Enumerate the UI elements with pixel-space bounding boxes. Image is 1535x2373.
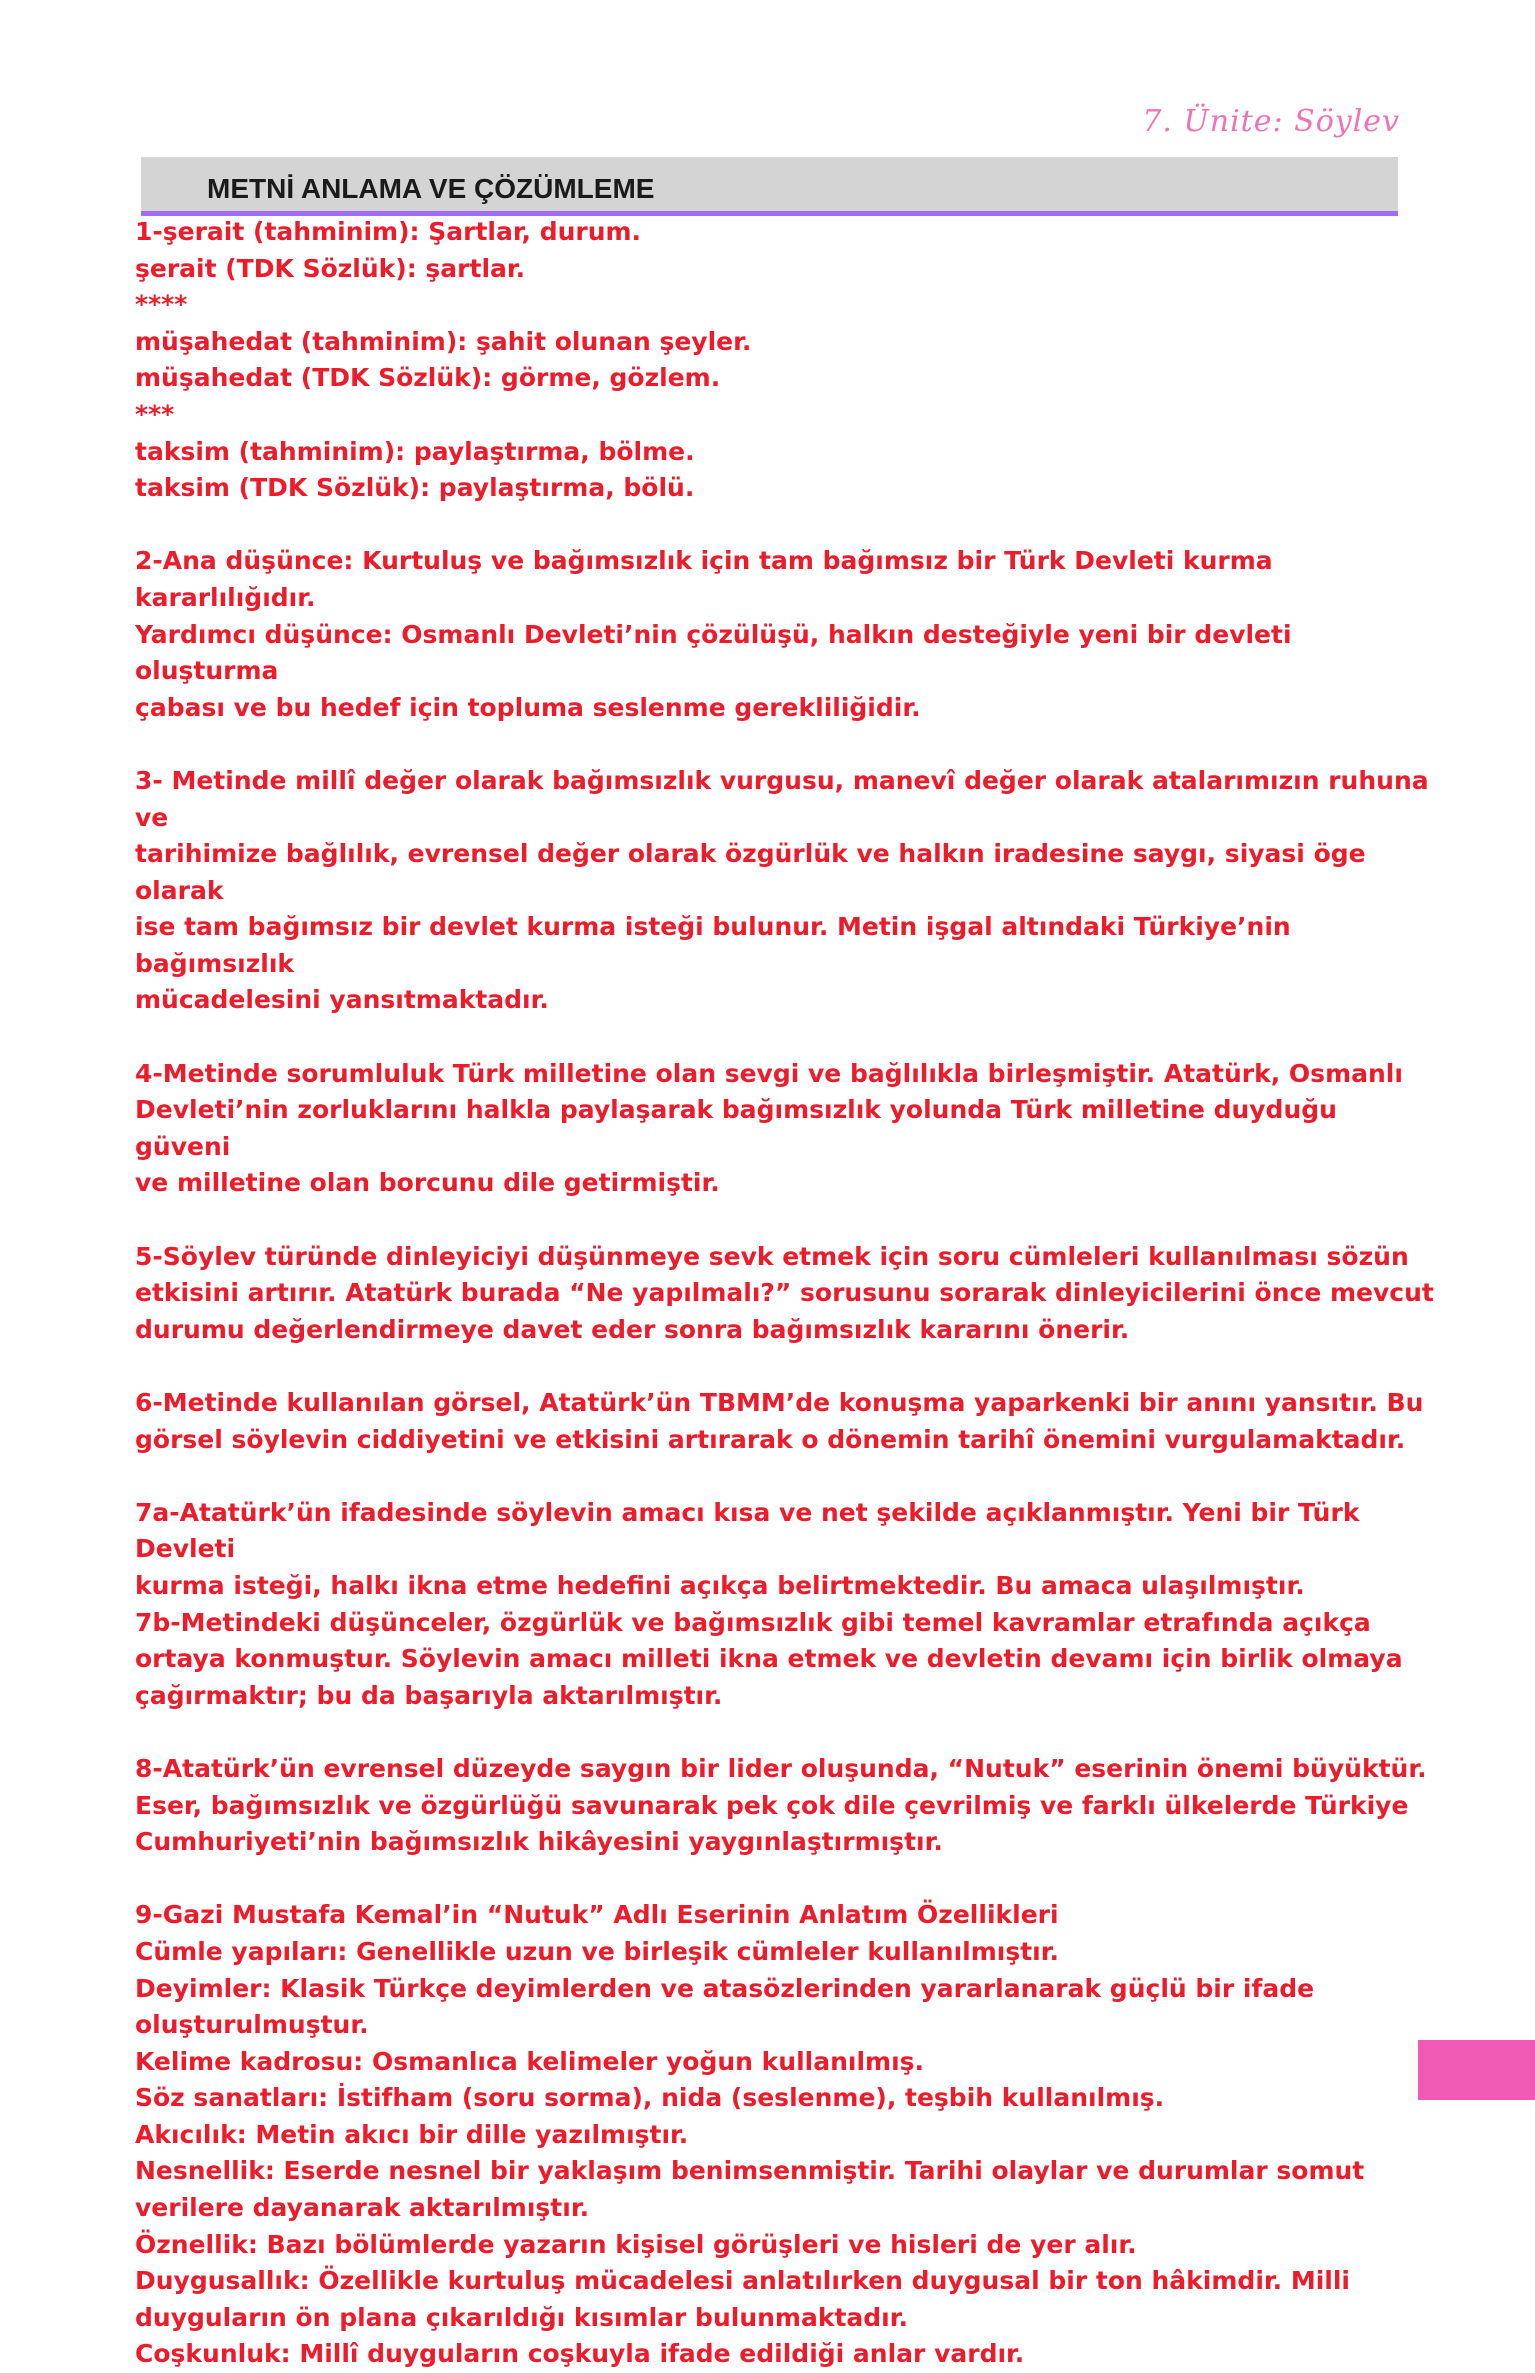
answers-content	[135, 214, 1435, 2373]
answer-1-vocabulary: 1-şerait (tahminim): Şartlar, durum. şerait (TDK Sözlük): şartlar. **** müşahedat (tahminim): şahit olunan şeyler. müşahedat (TDK Sözlük): görme, gözlem. *** taksim (tahminim): paylaştırma, bölme. taksim (TDK Sözlük): paylaştırma, bölü.	[135, 217, 752, 503]
answer-8-nutuk-importance: 8-Atatürk’ün evrensel düzeyde saygın bir lider oluşunda, “Nutuk” eserinin önemi büyüktür. Eser, bağımsızlık ve özgürlüğü savunarak pek çok dile çevrilmiş ve farklı ülkelerde Türkiye Cumhuriyeti’nin bağımsızlık hikâyesini yaygınlaştırmıştır.	[135, 1753, 1427, 1857]
answer-4-responsibility: 4-Metinde sorumluluk Türk milletine olan sevgi ve bağlılıkla birleşmiştir. Atatürk, Osmanlı Devleti’nin zorluklarını halkla paylaşarak bağımsızlık yolunda Türk milletine duyduğu güveni ve milletine olan borcunu dile getirmiştir.	[135, 1058, 1403, 1198]
answer-2-main-idea: 2-Ana düşünce: Kurtuluş ve bağımsızlık için tam bağımsız bir Türk Devleti kurma kararlılığıdır. Yardımcı düşünce: Osmanlı Devleti’nin çözülüşü, halkın desteğiyle yeni bir devleti oluşturma çabası ve bu hedef için topluma seslenme gerekliliğidir.	[135, 546, 1292, 722]
section-title: METNİ ANLAMA VE ÇÖZÜMLEME	[207, 173, 655, 204]
answer-6-visual: 6-Metinde kullanılan görsel, Atatürk’ün TBMM’de konuşma yaparkenki bir anını yansıtır. Bu görsel söylevin ciddiyetini ve etkisini artırarak o dönemin tarihî önemini vurgulamaktadır.	[135, 1388, 1424, 1454]
answer-9-nutuk-features: 9-Gazi Mustafa Kemal’in “Nutuk” Adlı Eserinin Anlatım Özellikleri Cümle yapıları: Genellikle uzun ve birleşik cümleler kullanılmıştır. Deyimler: Klasik Türkçe deyimlerden ve atasözlerinden yararlanarak güçlü bir ifade oluşturulmuştur. Kelime kadrosu: Osmanlıca kelimeler yoğun kullanılmış. Söz sanatları: İstifham (soru sorma), nida (seslenme), teşbih kullanılmış. Akıcılık: Metin akıcı bir dille yazılmıştır. Nesnellik: Eserde nesnel bir yaklaşım benimsenmiştir. Tarihi olaylar ve durumlar somut verilere dayanarak aktarılmıştır. Öznellik: Bazı bölümlerde yazarın kişisel görüşleri ve hisleri de yer alır. Duygusallık: Özellikle kurtuluş mücadelesi anlatılırken duygusal bir ton hâkimdir. Milli duyguların ön plana çıkarıldığı kısımlar bulunmaktadır. Coşkunluk: Millî duyguların coşkuyla ifade edildiği anlar vardır.	[135, 1900, 1365, 2369]
answer-7-purpose: 7a-Atatürk’ün ifadesinde söylevin amacı kısa ve net şekilde açıklanmıştır. Yeni bir Türk Devleti kurma isteği, halkı ikna etme hedefini açıkça belirtmektedir. Bu amaca ulaşılmıştır. 7b-Metindeki düşünceler, özgürlük ve bağımsızlık gibi temel kavramlar etrafında açıkça ortaya konmuştur. Söylevin amacı milleti ikna etmek ve devletin devamı için birlik olmaya çağırmaktır; bu da başarıyla aktarılmıştır.	[135, 1497, 1403, 1710]
page-number-tab	[1418, 2040, 1535, 2100]
section-header-bar	[141, 157, 1398, 211]
answer-3-values: 3- Metinde millî değer olarak bağımsızlık vurgusu, manevî değer olarak atalarımızın ruhuna ve tarihimize bağlılık, evrensel değer olarak özgürlük ve halkın iradesine saygı, siyasi öge olarak ise tam bağımsız bir devlet kurma isteği bulunur. Metin işgal altındaki Türkiye’nin bağımsızlık mücadelesini yansıtmaktadır.	[135, 765, 1429, 1015]
answer-5-questions: 5-Söylev türünde dinleyiciyi düşünmeye sevk etmek için soru cümleleri kullanılması sözün etkisini artırır. Atatürk burada “Ne yapılmalı?” sorusunu sorarak dinleyicilerini önce mevcut durumu değerlendirmeye davet eder sonra bağımsızlık kararını önerir.	[135, 1241, 1434, 1344]
unit-title: 7. Ünite: Söylev	[1142, 104, 1400, 139]
